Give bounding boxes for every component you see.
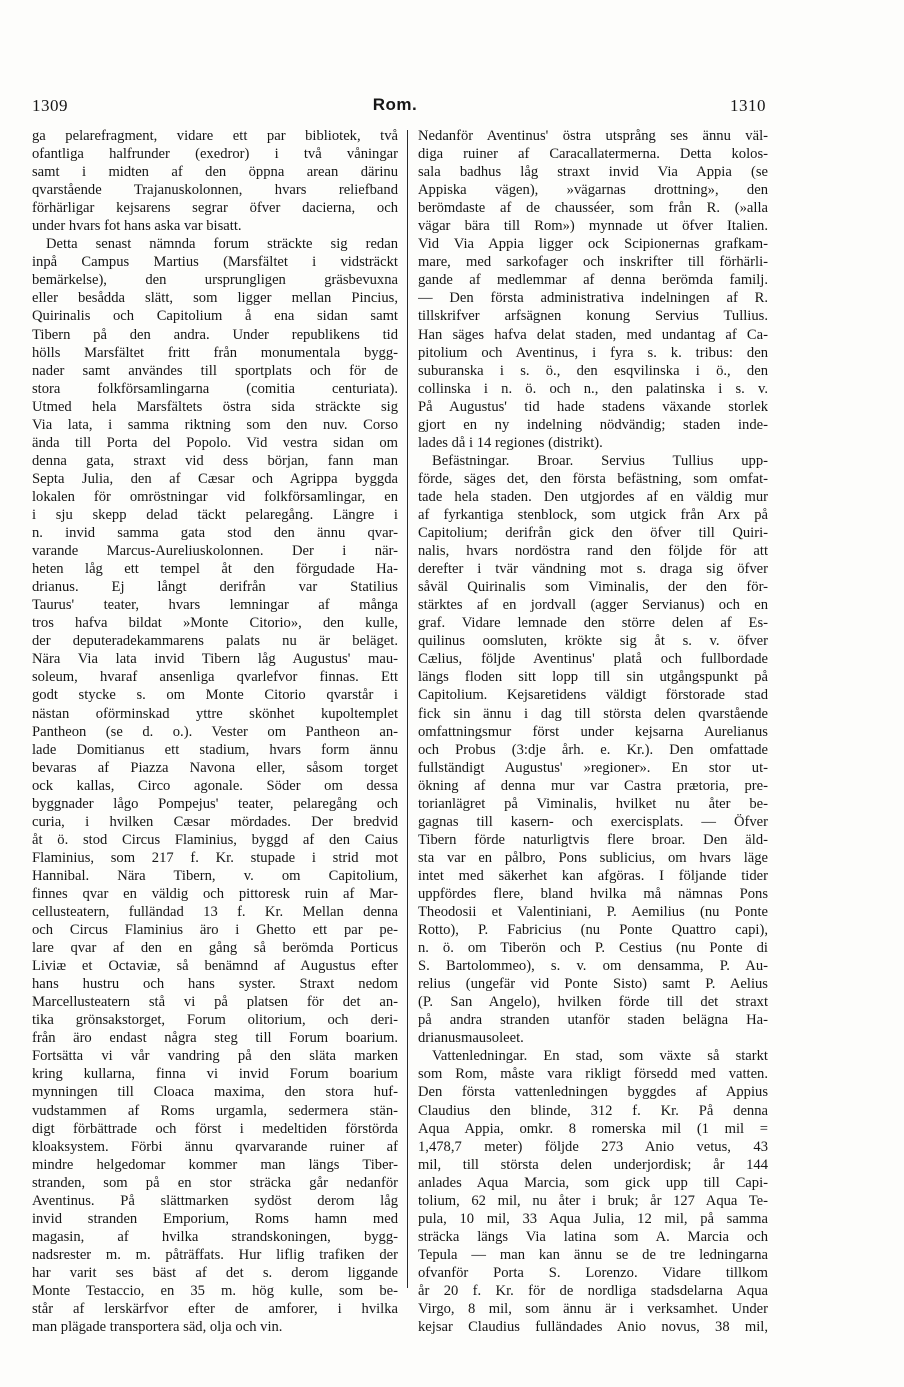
text-line: suburanska i s. ö., den esqvilinska i ö., den — [418, 362, 768, 379]
text-line: inpå Campus Martius (Marsfältet i vidsträckt — [32, 254, 398, 271]
text-line: vudstammen af Roms urgamla, sedermera stän- — [32, 1102, 398, 1119]
text-line: bevaras af Piazza Navona eller, såsom torget — [32, 759, 398, 776]
text-line: Han säges hafva delat staden, med undantag af Ca- — [418, 326, 768, 343]
text-line: uppfördes flere, bland hvilka må nämnas Pons — [418, 885, 768, 902]
text-line: Taurus' teater, hvars lemningar af många — [32, 597, 398, 614]
column-divider — [407, 130, 408, 1288]
text-line: tillskrifver arfsägnen konung Servius Tullius. — [418, 308, 768, 325]
text-line: år 20 f. Kr. för de nordliga stadsdelarna Aqua — [418, 1283, 768, 1299]
text-line: varande Marcus-Aureliuskolonnen. Der i när- — [32, 543, 398, 560]
text-line: Marcellusteatern stå vi på platsen för det an- — [32, 994, 398, 1011]
text-line: förde, säges det, den första befästning, som omfat- — [418, 470, 768, 487]
text-line: Tepula — man kan ännu se de tre ledningarna — [418, 1246, 768, 1263]
text-line: Den första vattenledningen byggdes af Appius — [418, 1084, 768, 1101]
text-line: nader samt användes till sportplats och för de — [32, 362, 398, 379]
text-line: sta var en pålbro, Pons sublicius, om hvars läge — [418, 849, 768, 866]
text-line: pitolium och Aventinus, i fyra s. k. tribus: den — [418, 344, 768, 361]
text-line: Cælius, följde Aventinus' platå och fullbordade — [418, 651, 768, 668]
text-line: af fyrkantiga stenblock, som utgick från Arx på — [418, 506, 768, 523]
text-line: Claudius den blinde, 312 f. Kr. På denna — [418, 1102, 768, 1119]
text-line: såväl Quirinalis som Viminalis, der den för- — [418, 579, 768, 596]
text-line: omfattningsmur först under kejsarna Aurelianus — [418, 723, 768, 740]
text-line: derefter i tvär vändning mot s. draga sig öfver — [418, 561, 768, 578]
text-line: Nedanför Aventinus' östra utsprång ses ännu väl- — [418, 128, 768, 144]
right-column — [418, 127, 768, 1336]
text-line: tros hafva bildat »Monte Citorio», den kulle, — [32, 615, 398, 632]
text-line: Befästningar. Broar. Servius Tullius upp- — [432, 452, 768, 469]
text-line: drianusmausoleet. — [418, 1030, 524, 1047]
text-line: lokalen för omröstningar vid folkförsamlingar, en — [32, 488, 398, 505]
text-line: S. Bartolommeo), s. v. om densamma, P. Au- — [418, 958, 768, 975]
text-line: fullständigt Augustus' »regioner». En stor ut- — [418, 759, 768, 776]
text-line: Septa Julia, den af Cæsar och Agrippa byggda — [32, 470, 398, 487]
text-line: förhärligar kejsarens segrar öfver dacierna, och — [32, 200, 398, 217]
text-line: och Circus Flaminius äro i Ghetto ett par pe- — [32, 922, 398, 939]
text-line: qvarstående Trajanuskolonnen, hvars reliefband — [32, 182, 398, 199]
text-line: Tibern på den andra. Under republikens tid — [32, 326, 398, 343]
text-line: cellusteatern, fulländad 13 f. Kr. Mellan denna — [32, 904, 398, 921]
text-line: nadsrester m. m. påträffats. Hur liflig trafiken der — [32, 1246, 398, 1263]
text-line: eller besådda slätt, som ligger mellan Pincius, — [32, 290, 398, 307]
running-title: Rom. — [372, 95, 418, 114]
text-line: lare qvar af den en gång så berömda Porticus — [32, 940, 398, 957]
text-line: Vattenledningar. En stad, som växte så starkt — [432, 1048, 768, 1065]
text-line: Theodosii et Valentiniani, P. Aemilius (nu Ponte — [418, 904, 768, 921]
text-line: i sju skepp delad täckt pelaregång. Längre i — [32, 506, 398, 523]
text-line: Fortsätta vi vår vandring på den släta marken — [32, 1048, 398, 1065]
text-line: gagnas till kasern- och exercisplats. — Öfver — [418, 813, 768, 830]
text-line: — Den första administrativa indelningen af R. — [418, 290, 768, 307]
text-line: kring kullarna, finna vi invid Forum boarium — [32, 1066, 398, 1083]
text-line: Via lata, i samma riktning som den nuv. Corso — [32, 416, 398, 433]
text-line: från äro endast några steg till Forum boarium. — [32, 1030, 398, 1047]
text-line: quilinus oomsluten, krökte sig åt s. v. öfver — [418, 633, 768, 650]
text-line: Detta senast nämnda forum sträckte sig redan — [46, 236, 398, 253]
text-line: n. invid samma gata stod den ännu qvar- — [32, 525, 398, 542]
text-line: Capitolium; derifrån gick den öfver till Quiri- — [418, 525, 768, 542]
text-line: pula, 10 mil, 33 Aqua Julia, 12 mil, på samma — [418, 1210, 768, 1227]
text-line: kejsar Claudius fulländades Anio novus, 38 mil, — [418, 1319, 768, 1336]
text-line: tika grönsakstorget, Forum olitorium, och deri- — [32, 1012, 398, 1029]
text-line: berömdaste af de chausséer, som från R. (»alla — [418, 200, 768, 217]
text-line: intet med säkerhet kan afgöras. I följande tider — [418, 867, 768, 884]
text-line: invid stranden Emporium, Roms hamn med — [32, 1210, 398, 1227]
text-line: stora folkförsamlingarna (comitia centuriata). — [32, 380, 398, 397]
text-line: Virgo, 8 mil, som ännu är i verksamhet. Under — [418, 1301, 768, 1318]
text-line: ga pelarefragment, vidare ett par bibliotek, två — [32, 128, 398, 144]
text-line: tolium, 62 mil, nu åter i bruk; år 127 Aqua Te- — [418, 1192, 768, 1209]
text-line: mil, till största delen underjordisk; år 144 — [418, 1156, 768, 1173]
page-number-left: 1309 — [32, 96, 68, 115]
text-line: denna gata, straxt vid dess början, fann man — [32, 452, 398, 469]
text-line: som Rom, måste vara rikligt försedd med vatten. — [418, 1066, 768, 1083]
text-line: ända till Porta del Popolo. Vid vestra sidan om — [32, 434, 398, 451]
text-line: står af lerskärfvor efter de amforer, i hvilka — [32, 1301, 398, 1318]
text-line: stranden, som på en stor sträcka går nedanför — [32, 1174, 398, 1191]
text-line: byggnader lågo Pompejus' teater, pelaregång och — [32, 795, 398, 812]
text-line: samt i midten af den öppna arean därinu — [32, 164, 398, 181]
text-line: 1,478,7 meter) följde 273 Anio vetus, 43 — [418, 1138, 768, 1155]
text-line: Liviæ et Octaviæ, så benämnd af Augustus efter — [32, 958, 398, 975]
text-line: man plägade transportera säd, olja och vin. — [32, 1319, 283, 1336]
text-line: Hannibal. Nära Tibern, v. om Capitolium, — [32, 867, 398, 884]
text-line: nästan oförminskad yttre skönhet kupoltemplet — [32, 705, 398, 722]
text-line: Aventinus. På slättmarken sydöst derom låg — [32, 1192, 398, 1209]
text-line: lade Domitianus ett stadium, hvars form ännu — [32, 741, 398, 758]
text-line: hölls Marsfältet fritt från monumentala bygg- — [32, 344, 398, 361]
text-line: Capitolium. Kejsaretidens väldigt förstorade stad — [418, 687, 768, 704]
text-line: fick sin ännu i dag till största delen qvarstående — [418, 705, 768, 722]
text-line: längs floden sitt lopp till sin utgångspunkt på — [418, 669, 768, 686]
text-line: digt förbättrade och först i medeltiden förstörda — [32, 1120, 398, 1137]
text-line: Monte Testaccio, en 35 m. hög kulle, som be- — [32, 1283, 398, 1299]
text-line: gande af medlemmar af denna berömda familj. — [418, 272, 768, 289]
text-line: tade hela staden. Den utgjordes af en väldig mur — [418, 488, 768, 505]
text-line: torianlägret på Viminalis, hvilket nu åter be- — [418, 795, 768, 812]
text-line: soleum, hvaraf ansenliga qvarlefvor finnas. Ett — [32, 669, 398, 686]
text-line: Nära Via lata invid Tibern låg Augustus' mau- — [32, 651, 398, 668]
text-line: Vid Via Appia ligger ock Scipionernas grafkam- — [418, 236, 768, 253]
text-line: vägar bära till Rom») mynnade ut öfver Italien. — [418, 218, 768, 235]
text-line: mindre helgedomar kommer man längs Tiber- — [32, 1156, 398, 1173]
text-line: Pantheon (se d. o.). Vester om Pantheon an- — [32, 723, 398, 740]
text-line: finnes qvar en väldig och pittoresk ruin af Mar- — [32, 885, 398, 902]
text-line: godt stycke s. om Monte Citorio qvarstår i — [32, 687, 398, 704]
text-line: bemärkelse), den ursprungligen gräsbevuxna — [32, 272, 398, 289]
text-line: lades då i 14 regiones (distrikt). — [418, 434, 603, 451]
text-line: och Probus (3:dje årh. e. Kr.). Den omfattade — [418, 741, 768, 758]
text-line: (P. San Angelo), hvilken förde till det straxt — [418, 994, 768, 1011]
text-line: curia, i hvilken Cæsar mördades. Der bredvid — [32, 813, 398, 830]
text-line: mare, med sarkofager och inskrifter till förhärli- — [418, 254, 768, 271]
text-line: Utmed hela Marsfältets östra sida sträckte sig — [32, 398, 398, 415]
text-line: Flaminius, som 217 f. Kr. stupade i strid mot — [32, 849, 398, 866]
text-line: der deputeradekammarens palats nu är beläget. — [32, 633, 398, 650]
text-line: drianus. Ej långt derifrån var Statilius — [32, 579, 398, 596]
text-line: Appiska vägen), »vägarnas drottning», den — [418, 182, 768, 199]
text-line: sträcka längs Via latina som A. Marcia och — [418, 1228, 768, 1245]
text-line: relius (ungefär vid Ponte Sisto) samt P. Aelius — [418, 976, 768, 993]
text-line: sala badhus låg straxt invid Via Appia (se — [418, 164, 768, 181]
text-line: har varit ses bäst af det s. derom liggande — [32, 1264, 398, 1281]
text-line: diga ruiner af Caracallatermerna. Detta kolos- — [418, 146, 768, 163]
left-column — [32, 127, 398, 1336]
text-line: n. ö. om Tiberön och P. Cestius (nu Ponte di — [418, 940, 768, 957]
text-line: åt ö. stod Circus Flaminius, byggd af den Caius — [32, 831, 398, 848]
text-line: kloaksystem. Förbi ännu qvarvarande ruiner af — [32, 1138, 398, 1155]
text-line: Aqua Appia, omkr. 8 romerska mil (1 mil = — [418, 1120, 768, 1137]
text-line: ofantliga halfrunder (exedror) i två våningar — [32, 146, 398, 163]
text-line: ökning af denna mur var Castra prætoria, pre- — [418, 777, 768, 794]
text-line: stärktes af en jordvall (agger Servianus) och en — [418, 597, 768, 614]
text-line: på andra stranden utanför staden belägna Ha- — [418, 1012, 768, 1029]
text-line: Rotto), P. Fabricius (nu Ponte Quattro capi), — [418, 922, 768, 939]
text-line: ofvanför Porta S. Lorenzo. Vidare tillkom — [418, 1264, 768, 1281]
text-line: hans hustru och hans syster. Straxt nedom — [32, 976, 398, 993]
text-line: collinska i n. ö. och n., den palatinska i s. v. — [418, 380, 768, 397]
text-line: magasin, af hvilka strandskoningen, bygg- — [32, 1228, 398, 1245]
text-line: mynningen till Cloaca maxima, den stora huf- — [32, 1084, 398, 1101]
text-line: nalis, hvars nordöstra rand den följde för att — [418, 543, 768, 560]
text-line: graf. Vidare lemnade den större delen af Es- — [418, 615, 768, 632]
text-line: Quirinalis och Capitolium å ena sidan samt — [32, 308, 398, 325]
text-line: gjort en ny indelning nödvändig; staden inde- — [418, 416, 768, 433]
page-number-right: 1310 — [730, 96, 766, 115]
text-line: ock kallas, Circo agonale. Söder om dessa — [32, 777, 398, 794]
text-line: heten låg ett tempel åt den förgudade Ha- — [32, 561, 398, 578]
text-line: På Augustus' tid hade stadens växande storlek — [418, 398, 768, 415]
text-line: under hvars fot hans aska var bisatt. — [32, 218, 242, 235]
text-line: Tibern förde naturligtvis flere broar. Den äld- — [418, 831, 768, 848]
text-line: anlades Aqua Marcia, som gick upp till Capi- — [418, 1174, 768, 1191]
